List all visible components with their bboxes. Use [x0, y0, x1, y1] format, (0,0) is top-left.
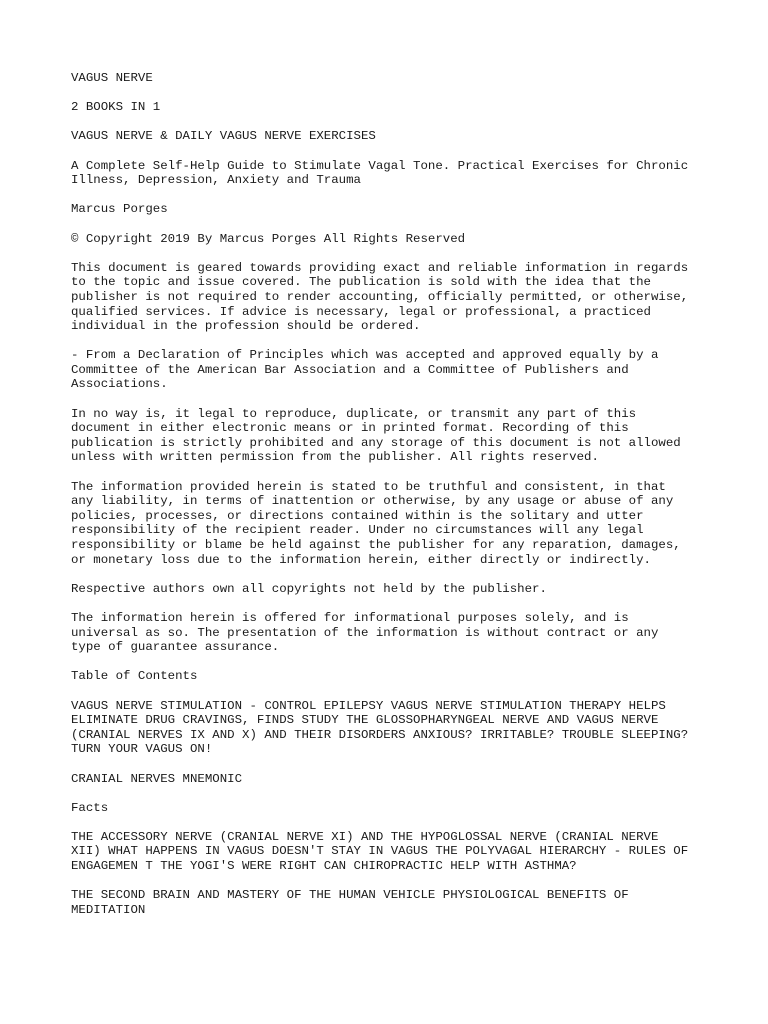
book-title: VAGUS NERVE: [71, 71, 153, 85]
book-bundle-label: 2 BOOKS IN 1: [71, 100, 161, 115]
toc-entry: THE ACCESSORY NERVE (CRANIAL NERVE XI) AND THE HYPOGLOSSAL NERVE (CRANIAL NERVE XII) WHAT HAPPENS IN VAGUS DOESN'T STAY IN VAGUS THE POLYVAGAL HIERARCHY - RULES OF ENGAGEMEN T THE YOGI'S WERE RIGHT CAN CHIROPRACTIC HELP WITH ASTHMA?: [71, 829, 689, 874]
liability-paragraph: The information provided herein is stated to be truthful and consistent, in that any liability, in terms of inattention or otherwise, by any usage or abuse of any policies, processes, or directions contained within is the solitary and utter responsibility of the recipient reader. Under no circumstances will any legal responsibility or blame be held against the publisher for any reparation, damages, or monetary loss due to the information herein, either directly or indirectly.: [71, 479, 681, 567]
toc-entry: CRANIAL NERVES MNEMONIC: [71, 771, 243, 786]
book-description: A Complete Self-Help Guide to Stimulate Vagal Tone. Practical Exercises for Chronic Illness, Depression, Anxiety and Trauma: [71, 158, 689, 188]
toc-heading: Table of Contents: [71, 669, 198, 684]
book-subtitle: VAGUS NERVE & DAILY VAGUS NERVE EXERCISES: [71, 129, 376, 144]
toc-entry: VAGUS NERVE STIMULATION - CONTROL EPILEPSY VAGUS NERVE STIMULATION THERAPY HELPS ELIMINATE DRUG CRAVINGS, FINDS STUDY THE GLOSSOPHARYNGEAL NERVE AND VAGUS NERVE (CRANIAL NERVES IX AND X) AND THEIR DISORDERS ANXIOUS? IRRITABLE? TROUBLE SLEEPING? TURN YOUR VAGUS ON!: [71, 698, 689, 757]
author-name: Marcus Porges: [71, 202, 168, 217]
document-page: [71, 71, 711, 932]
toc-entry: THE SECOND BRAIN AND MASTERY OF THE HUMAN VEHICLE PHYSIOLOGICAL BENEFITS OF MEDITATION: [71, 888, 629, 917]
legal-paragraph: In no way is, it legal to reproduce, duplicate, or transmit any part of this document in either electronic means or in printed format. Recording of this publication is strictly prohibited and any storage of this document is not allowed unless with written permission from the publisher. All rights reserved.: [71, 406, 681, 465]
copyright-line: © Copyright 2019 By Marcus Porges All Rights Reserved: [71, 231, 466, 246]
informational-purposes-paragraph: The information herein is offered for informational purposes solely, and is universal as so. The presentation of the information is without contract or any type of guarantee assurance.: [71, 610, 659, 655]
declaration-paragraph: - From a Declaration of Principles which was accepted and approved equally by a Committee of the American Bar Association and a Committee of Publishers and Associations.: [71, 348, 659, 392]
disclaimer-paragraph: This document is geared towards providing exact and reliable information in regards to the topic and issue covered. The publication is sold with the idea that the publisher is not required to render accounting, officially permitted, or otherwise, qualified services. If advice is necessary, legal or professional, a practiced individual in the profession should be ordered.: [71, 260, 689, 334]
copyright-owners-paragraph: Respective authors own all copyrights not held by the publisher.: [71, 581, 547, 596]
toc-entry: Facts: [71, 800, 109, 815]
